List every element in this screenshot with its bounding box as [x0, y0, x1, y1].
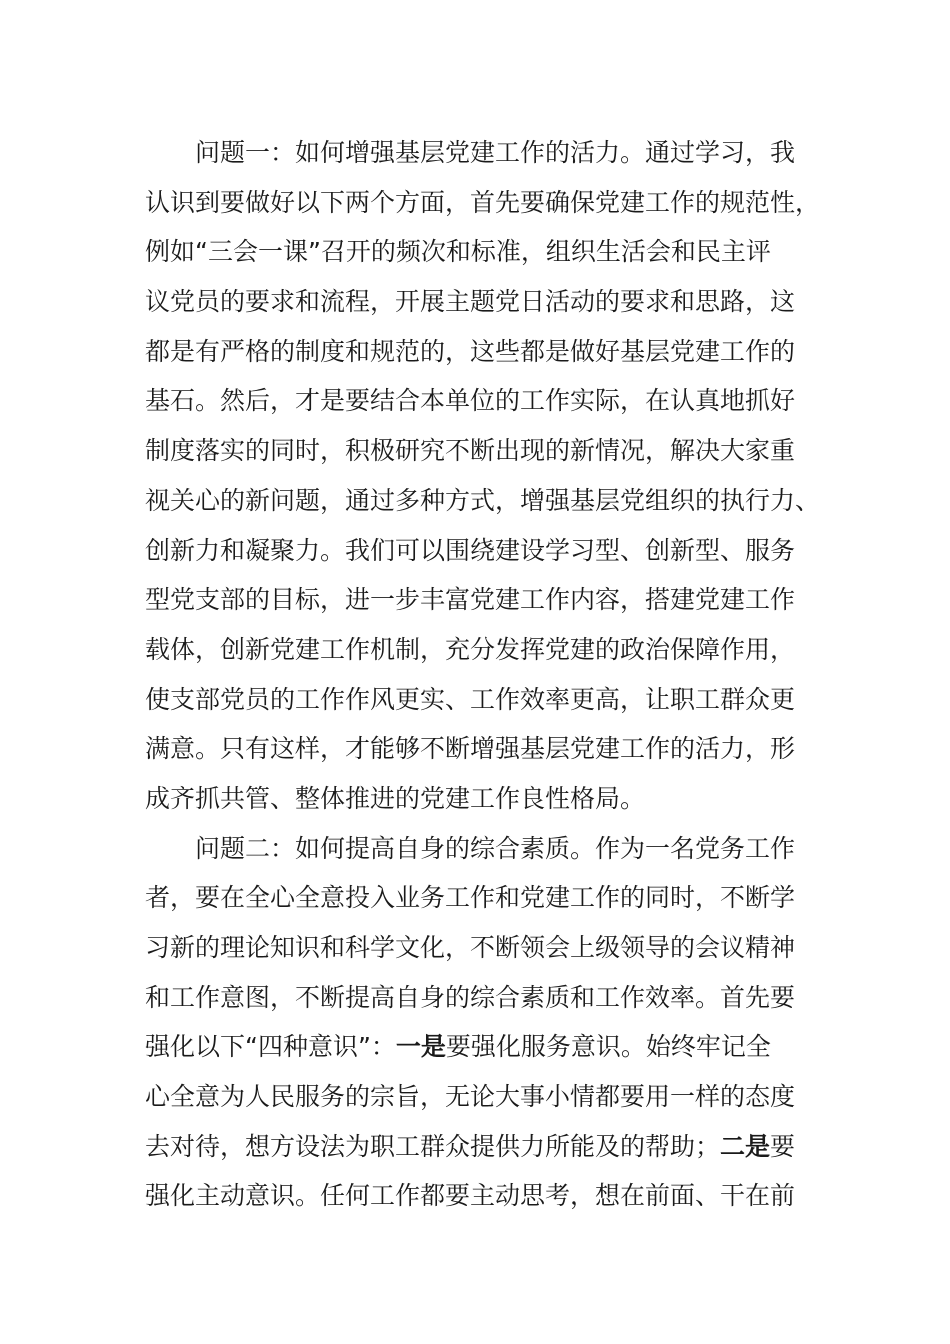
paragraph-1-line-13: 满意。只有这样，才能够不断增强基层党建工作的活力，形 — [145, 734, 796, 764]
paragraph-1-line-1: 问题一：如何增强基层党建工作的活力。通过学习，我 — [195, 138, 796, 167]
paragraph-2-line-4: 和工作意图，不断提高自身的综合素质和工作效率。首先要 — [145, 982, 796, 1012]
paragraph-1-line-3: 例如“三会一课”召开的频次和标准，组织生活会和民主评 — [145, 237, 771, 267]
paragraph-2-line-3: 习新的理论知识和科学文化，不断领会上级领导的会议精神 — [145, 933, 796, 962]
paragraph-1-line-8: 视关心的新问题，通过多种方式，增强基层党组织的执行力、 — [145, 485, 821, 515]
paragraph-2-line-8: 强化主动意识。任何工作都要主动思考，想在前面、干在前 — [145, 1181, 796, 1211]
paragraph-1-line-14: 成齐抓共管、整体推进的党建工作良性格局。 — [145, 783, 646, 813]
paragraph-2-line-1: 问题二：如何提高自身的综合素质。作为一名党务工作 — [195, 833, 796, 863]
paragraph-1-line-6: 基石。然后，才是要结合本单位的工作实际，在认真地抓好 — [145, 386, 796, 416]
point-one-marker: 一是 — [395, 1032, 446, 1062]
paragraph-2-line-7-text: 去对待，想方设法为职工群众提供力所能及的帮助； — [145, 1131, 721, 1161]
paragraph-2-line-7-tail: 要 — [770, 1131, 796, 1161]
paragraph-1-line-12: 使支部党员的工作作风更实、工作效率更高，让职工群众更 — [145, 684, 796, 714]
paragraph-1-line-9: 创新力和凝聚力。我们可以围绕建设学习型、创新型、服务 — [145, 535, 796, 565]
paragraph-2-line-5-tail: 要强化服务意识。始终牢记全 — [445, 1032, 771, 1062]
paragraph-1-line-5: 都是有严格的制度和规范的，这些都是做好基层党建工作的 — [145, 336, 796, 366]
paragraph-1-line-11: 载体，创新党建工作机制，充分发挥党建的政治保障作用， — [145, 634, 796, 664]
paragraph-1-line-10: 型党支部的目标，进一步丰富党建工作内容，搭建党建工作 — [145, 585, 796, 615]
paragraph-1-line-2: 认识到要做好以下两个方面，首先要确保党建工作的规范性， — [145, 187, 821, 217]
point-two-marker: 二是 — [720, 1131, 771, 1161]
paragraph-1-line-4: 议党员的要求和流程，开展主题党日活动的要求和思路，这 — [145, 287, 796, 317]
paragraph-2-line-2: 者，要在全心全意投入业务工作和党建工作的同时，不断学 — [145, 883, 796, 913]
paragraph-2-line-5-text: 强化以下“四种意识”： — [145, 1032, 396, 1062]
paragraph-2-line-6: 心全意为人民服务的宗旨，无论大事小情都要用一样的态度 — [145, 1082, 796, 1112]
document-body — [145, 128, 821, 1221]
paragraph-2-line-5 — [145, 1022, 805, 1072]
paragraph-2-line-7 — [145, 1122, 805, 1172]
paragraph-1-line-7: 制度落实的同时，积极研究不断出现的新情况，解决大家重 — [145, 436, 796, 466]
